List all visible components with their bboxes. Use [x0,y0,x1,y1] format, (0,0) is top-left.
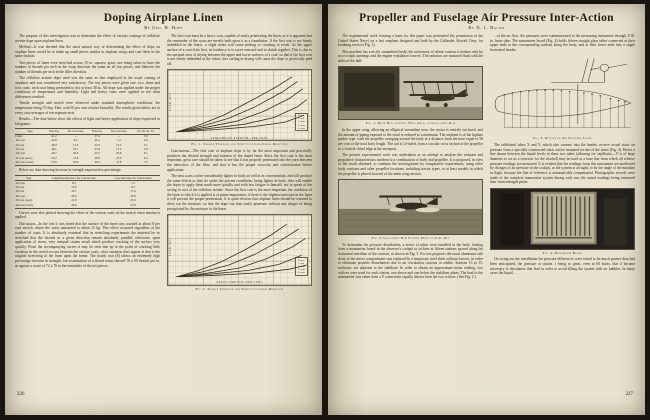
right-page-column-1 [338,34,483,400]
seaplane-hangar-photo [338,66,483,120]
paragraph: The experimental work forming a basis for this paper was performed (by permission of the United States Navy) on a fast seaplane designed and built by the Gallaudet Aircraft Corp. for bombing service (Fig. 1). [338,34,483,48]
paragraph: The purpose of this investigation was to determine the effect of various coatings of cellulose acetate dope upon airplane linen. [15,34,160,43]
paragraph: The additional tubes X and Y, which also connect into the header, receive actual static air pressure from a specially constructed static orifice mounted on one of the struts (Fig. 3). Hence a line drawn between the liquid levels in these two tubes (allowing for capillarity—Y is of large diameter to act as a reservoir for the alcohol) may be used as a base line from which all relative pressure readings are measured. It is evident that the readings from this instrument are unaffected by changes of air pressure in the cockpit, as the system is air tight; or by the angle of the machine in flight, because the line of reference is automatically compensated. Photographic records were made of the complete manometer system during each run, the actual readings being measured later from enlarged prints. [490,142,635,185]
page-number-left: 226 [17,392,25,397]
paragraph: The first coat must be a heavy coat, capable of easily penetrating the linen, as it is apparent that the remainder of the coats are merely built upon it as a foundation. If the first coat is not firmly imbedded in the fabric, a slight strain will cause peeling or cracking to result. As the upper surface of a coat dries first, its tendency is to curve outward and to shrink together. This is due to the unequal rates of drying between the upper and lower surfaces of a coat; so that if the first coat is not firmly imbedded in the fabric, this curling in drying will cause the dope to practically peel off. [167,34,312,67]
left-article-title: Doping Airplane Linen [103,12,224,24]
paragraph: The present experimental work was undertaken as an attempt to analyze the resistant and propulsive characteristics incident to a combination of body and propeller. It is proposed, in view of the result obtained, to continue the investigations by comparative experiments, using other body contours and other propeller locations, including tractor types, or at least models in which the propeller is placed forward of the main wing section. [338,152,483,176]
right-article-title: Propeller and Fuselage Air Pressure Inter-Action [359,12,614,24]
paragraph: ...of the air flow. Air pressures were communicated to the measuring instrument through 3/16-in. brass tube. The manometer board (Fig. 4) holds fifteen straight glass tubes connected at their upper ends to the corresponding stations along the body, and at their lower ends into a single horizontal header. [490,34,635,53]
left-page-column-1 [15,34,160,400]
figure-caption: Fig. 2. Gallaudet D-4 Taxiing Prior to Take-Off [371,235,450,240]
paragraph: To determine the pressure distribution, a series of tubes were installed in the body, leading from a manometer board in the observer's cockpit to orifices at fifteen stations spaced along the horizontal meridian of the contour, as shown in Fig. 3. For test purposes the usual aluminum side sheet of the motor compartment was replaced by a temporary steel sheet without louvres, in order to eliminate possible disturbances due to air circulation currents or eddies. Stations 13 to 15, inclusive, are adjacent to the stabilizer. In order to obtain an approximate mean reading, two orifices were used for each station, one above and one below the stabilizer plane. The lead to the manometer was taken from a Y connection equally distant from the two orifices. (See Fig. 2.) [338,242,483,280]
paragraph: The cellulose acetate dope used was the same as that employed in the usual coating of airplanes and was considered very satisfactory. The test pieces were given one, two, three and four coats, each coat being permitted to dry at least 48 hr. All dope was applied under the proper conditions of temperature and humidity. Light and heavy coats were applied to see what differences resulted. [15,76,160,100]
figure-caption: Fig. 2. Tensile Strength and Stretch in Cross Direction [195,287,284,292]
manometer-board-illustration [491,189,634,249]
table-header-row: Type Lengthwise Direction, Per Cent Increase Cross Direction, Per Cent Increase [15,176,160,181]
paragraph: The next coats can be considerably lighter in body as well as in concentration, and will produce the same effects as they do under the present conditions; being lighter in body, they will enable the doper to apply them much more quickly and with less fatigue to himself, not to speak of the saving in cost of the cellulose acetate. Since the first coat is the most important, the condition of the linen to which it is applied is of prime importance; if there is the slightest moisture in the linen it will prevent the proper penetration. It is quite obvious that airplane linen should be warmed to drive out the moisture, so that the dope can then easily penetrate without any danger of being precipitated by the moisture in the linen. [167,174,312,211]
paragraph: On trying out the installation the pressure differences were found to be much greater than had been anticipated, the pressure at station 1 being so great, even at 60 knots, that it became necessary to disconnect that lead in order to avoid filling the system with air bubbles. In many cases the liquid... [490,257,635,276]
chart-y-axis-label: LOAD—KG. [168,237,172,257]
figure-3-diagram [490,55,635,140]
figure-caption: Fig. 3. Details of Air Pressure Leads [533,136,592,141]
right-article-byline: By D. L. Bacon [468,25,505,30]
tensile-chart-lengthwise [167,69,312,141]
seaplane-taxiing-photo [338,179,483,235]
chart-x-axis-label: CROSS STRETCH—PER CENT [216,281,263,285]
seaplane-taxiing-illustration [339,180,482,234]
right-page-column-2 [490,34,635,400]
table-body: 1st coat 8.2 7.2 2d coat 13.6 13.1 3d coat 16.7 17.4 4th coat 20.6 20.8 3d coat, heavy 21.8 23.0 4th coat, heavy 30.6 31.8 [15,180,136,207]
left-page-columns [15,34,312,400]
left-article-byline: By Geo. H. Hoff [144,25,183,30]
left-page-column-2 [167,34,312,400]
figure-2-photo [338,179,483,240]
paragraph: Below are data showing increase in strength expressed as percentage: [19,168,122,173]
paragraph: Results—The data below show the effects of light and heavy application of dope expressed in kilograms: [15,116,160,126]
figure-1-photo [338,66,483,125]
right-page-content [328,4,645,401]
manometer-board-photo [490,188,635,250]
paragraph: Method—It was decided that the most natural way of determining the effect of dope on airplane linen would be to make up small pieces similar to airplane wings and coat these in the same fashion. [15,44,160,59]
paragraph: In the upper wing, allowing an elliptical streamline nose, the motor is entirely enclosed, and the amount of piping exposed to the wind is reduced to a minimum. The airplane is of the biplane pusher type, with the propeller swinging around the body at a distance from the nose equal to 56 per cent of the total body length. The tail is 14-sided, from a circular cross section at the propeller to a vertical chisel edge at the sternpost. [338,127,483,151]
paragraph: Test pieces of linen were stretched across 15-in. squares, great care being taken to have the number of threads per inch in the warp direction the same on all test pieces, and likewise the number of threads per inch in the filler direction. [15,60,160,74]
paragraph: This machine has a nicely streamlined body, the uniformity of whose contour is broken only by two cockpit openings and the engine ventilation louvres. The radiators are mounted flush with the sides of the hull. [338,49,483,64]
tensile-chart-cross [167,214,312,286]
paragraph: Curves were also plotted showing the effect of the various coats on the stretch when tension is applied. [15,210,160,220]
figure-1-lengthwise-chart [167,69,312,146]
chart-y-axis-label: LOAD—KG. [168,93,172,112]
left-page [5,4,322,415]
left-page-content [5,4,322,401]
table-header-row: Type Warp Kg. Per Cent Gain Filler Kg. Per Cent Gain Wt. Oz. Sq. Yd. [15,129,160,134]
figure-caption: Fig. 1. Tensile Strength and Stretch in Lengthwise Direction [191,142,288,147]
right-page-columns [338,34,635,400]
paragraph: Conclusions—The first coat of airplane dope is by far the most important and practically produces the desired strength and tautness of the doped linen. Since the first coat is the most important, great care should be taken to see that it has properly penetrated into the yarn between the interstices of the fibre, and that it has the proper viscosity and concentration before application. [167,148,312,172]
figure-4-photo [490,188,635,255]
pressure-leads-diagram [490,55,635,135]
dope-strength-table [15,128,160,166]
paragraph: Discussion—In the test it was noted that the surface of the linen was cracked at about 8 per cent stretch, where the stress amounted to about 12 kg. This effect occurred regardless of the number of coats. It is absolutely essential that in stretching experiments the material be so stretched that the threads in a given direction remain absolutely parallel; otherwise, upon application of stress, very unequal strains result which produce cracking of the surface very quickly. From the accompanying curves it may be seen that up to the point of cracking little variation in the stretch occurs between the various coats; what variation does appear is due to the original stretching of the linen upon the frame. The fourth coat (8) shows an extremely high percentage increase in strength, but examination of a thread count showed 76 x 90 threads per in. as against a count of 72 x 76 in the remainder of the test pieces. [15,221,160,268]
figure-caption: Fig. 4. Manometer Board [542,250,583,255]
page-number-right: 227 [625,392,633,397]
strength-increase-table [15,175,160,209]
pressure-leads-illustration [490,55,635,135]
right-page [328,4,645,415]
table-body: Linen 41.2 .... 37.4 .... 3.9 1st coat 44.6 8.2 40.1 7.2 4.6 2d coat 46.8 13.6 42.3 13.1 5.1 3d coat 48.1 16.7 43.9 17.4 5.6 4th coat 49.7 20.6 45.2 20.8 6.1 3d coat, heavy 50.2 21.8 46.0 23.0 6.4 4th coat, heavy 53.8 30.6 49.3 31.8 7.0 [15,133,148,165]
chart-legend: Linen 1 coat 2 coats 3 coats 4 coats [295,257,308,276]
figure-caption: Fig. 1. Dock Box, Liberty Wing Open, of Gallaudet D-4 [365,121,456,126]
seaplane-hangar-illustration [339,67,482,119]
figure-2-cross-chart [167,214,312,291]
paragraph: Tensile strength and stretch were observed under standard atmospheric conditions, the temperature being 70 deg. Fahr. with 65 per cent relative humidity. The results given below are in every case averages of ten separate tests. [15,101,160,115]
chart-x-axis-label: LENGTHWISE STRETCH—PER CENT [210,136,269,140]
chart-legend: Linen 1 coat 2 coats 3 coats 4 coats [295,113,308,132]
